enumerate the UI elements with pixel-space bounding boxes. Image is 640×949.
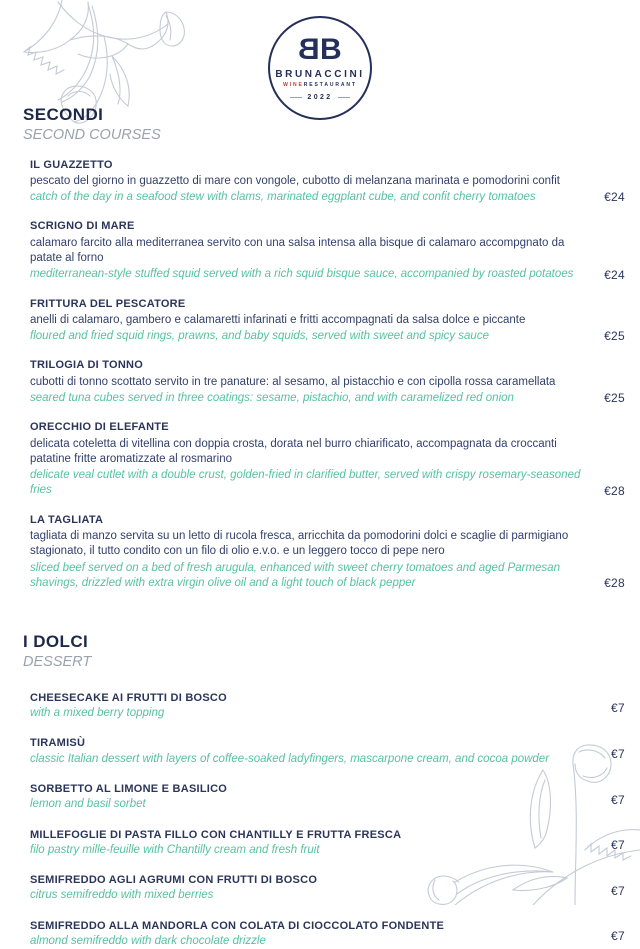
item-description-en: floured and fried squid rings, prawns, and baby squids, served with sweet and spicy sauce — [30, 330, 489, 343]
item-name: TRILOGIA DI TONNO — [30, 359, 144, 372]
item-description-en: sliced beef served on a bed of fresh arugula, enhanced with sweet cherry tomatoes and aged Parmesan shavings, drizzled with extra virgin olive oil and a light touch of black pepper — [30, 561, 560, 589]
item-description-en: citrus semifreddo with mixed berries — [30, 889, 214, 902]
item-name: LA TAGLIATA — [30, 513, 104, 526]
item-description-it: tagliata di manzo servita su un letto di rucola fresca, arricchita da pomodorini dolci e scaglie di parmigiano stagionato, il tutto condito con un filo di olio e.v.o. e un leggero tocco di pepe nero — [30, 530, 569, 558]
item-price: €28 — [604, 483, 625, 498]
item-name: SORBETTO AL LIMONE E BASILICO — [30, 782, 228, 795]
item-description-en: catch of the day in a seafood stew with clams, marinated eggplant cube, and confit cherry tomatoes — [30, 191, 536, 204]
item-name: SCRIGNO DI MARE — [30, 220, 135, 233]
menu-item-la-tagliata — [30, 513, 625, 591]
item-description-en: delicate veal cutlet with a double crust, golden-fried in clarified butter, served with crispy rosemary-seasoned fries — [30, 469, 581, 497]
section-subtitle: DESSERT — [23, 653, 92, 670]
menu-item-orecchio-di-elefante — [30, 420, 625, 498]
dolci-items — [30, 691, 625, 949]
item-price: €7 — [611, 838, 625, 853]
logo-monogram-left: B — [301, 33, 320, 66]
item-description-it: cubotti di tonno scottato servito in tre panature: al sesamo, al pistacchio e con cipolla rossa caramellata — [30, 375, 556, 388]
item-price: €25 — [604, 329, 625, 344]
section-title: I DOLCI — [23, 632, 89, 652]
menu-item-il-guazzetto — [30, 158, 625, 206]
item-price: €24 — [604, 267, 625, 282]
item-name: TIRAMISÙ — [30, 737, 86, 750]
item-name: ORECCHIO DI ELEFANTE — [30, 421, 169, 434]
item-description-en: classic Italian dessert with layers of coffee-soaked ladyfingers, mascarpone cream, and cocoa powder — [30, 752, 550, 765]
item-description-en: seared tuna cubes served in three coatings: sesame, pistachio, and with caramelized red onion — [30, 392, 514, 405]
item-name: CHEESECAKE AI FRUTTI DI BOSCO — [30, 691, 227, 704]
section-secondi-header — [23, 106, 625, 144]
logo-subtitle-restaurant: RESTAURANT — [303, 82, 357, 88]
item-price: €7 — [611, 746, 625, 761]
item-description-it: pescato del giorno in guazzetto di mare con vongole, cubotto di melanzana marinata e pomodorini confit — [30, 174, 560, 187]
logo-monogram-right: B — [320, 33, 339, 66]
item-description-it: calamaro farcito alla mediterranea servito con una salsa intensa alla bisque di calamaro accompgnato da patate al forno — [30, 236, 565, 265]
menu-item-semifreddo-mandorla — [30, 919, 625, 949]
menu-item-frittura-del-pescatore — [30, 297, 625, 345]
menu-item-millefoglie — [30, 828, 625, 859]
section-dolci-header — [23, 633, 625, 671]
item-price: €28 — [604, 576, 625, 591]
item-name: FRITTURA DEL PESCATORE — [30, 297, 186, 310]
item-name: SEMIFREDDO ALLA MANDORLA CON COLATA DI CIOCCOLATO FONDENTE — [30, 919, 445, 932]
menu-item-tiramisu — [30, 736, 625, 767]
secondi-items — [30, 158, 625, 592]
menu-item-scrigno-di-mare — [30, 219, 625, 282]
item-price: €7 — [611, 792, 625, 807]
item-name: IL GUAZZETTO — [30, 158, 113, 171]
logo-year-text: 2022 — [307, 94, 333, 101]
section-secondi — [23, 106, 625, 591]
item-price: €7 — [611, 883, 625, 898]
menu-item-semifreddo-agrumi — [30, 873, 625, 904]
item-description-en: with a mixed berry topping — [30, 707, 165, 720]
section-title: SECONDI — [23, 105, 104, 124]
menu-item-sorbetto — [30, 782, 625, 813]
section-subtitle: SECOND COURSES — [23, 126, 161, 143]
item-description-it: anelli di calamaro, gambero e calamaretti infarinati e fritti accompagnati da salsa dolce e piccante — [30, 313, 526, 326]
item-price: €24 — [604, 190, 625, 205]
item-name: MILLEFOGLIE DI PASTA FILLO CON CHANTILLY E FRUTTA FRESCA — [30, 828, 402, 841]
item-description-en: almond semifreddo with dark chocolate drizzle — [30, 935, 266, 947]
item-price: €7 — [611, 929, 625, 944]
item-description-it: delicata coteletta di vitellina con doppia crosta, dorata nel burro chiarificato, accompagnata da croccanti patatine fritte aromatizzate al rosmarino — [30, 437, 557, 465]
menu-item-cheesecake — [30, 691, 625, 722]
item-description-en: filo pastry mille-feuille with Chantilly cream and fresh fruit — [30, 843, 320, 856]
item-price: €25 — [604, 391, 625, 406]
item-price: €7 — [611, 701, 625, 716]
logo-subtitle-wine: WINE — [283, 82, 304, 88]
item-description-en: mediterranean-style stuffed squid served with a rich squid bisque sauce, accompanied by roasted potatoes — [30, 268, 574, 281]
menu-item-trilogia-di-tonno — [30, 358, 625, 406]
section-dolci — [23, 633, 625, 949]
logo-name: BRUNACCINI — [275, 69, 365, 80]
item-description-en: lemon and basil sorbet — [30, 798, 146, 811]
item-name: SEMIFREDDO AGLI AGRUMI CON FRUTTI DI BOSCO — [30, 874, 318, 887]
